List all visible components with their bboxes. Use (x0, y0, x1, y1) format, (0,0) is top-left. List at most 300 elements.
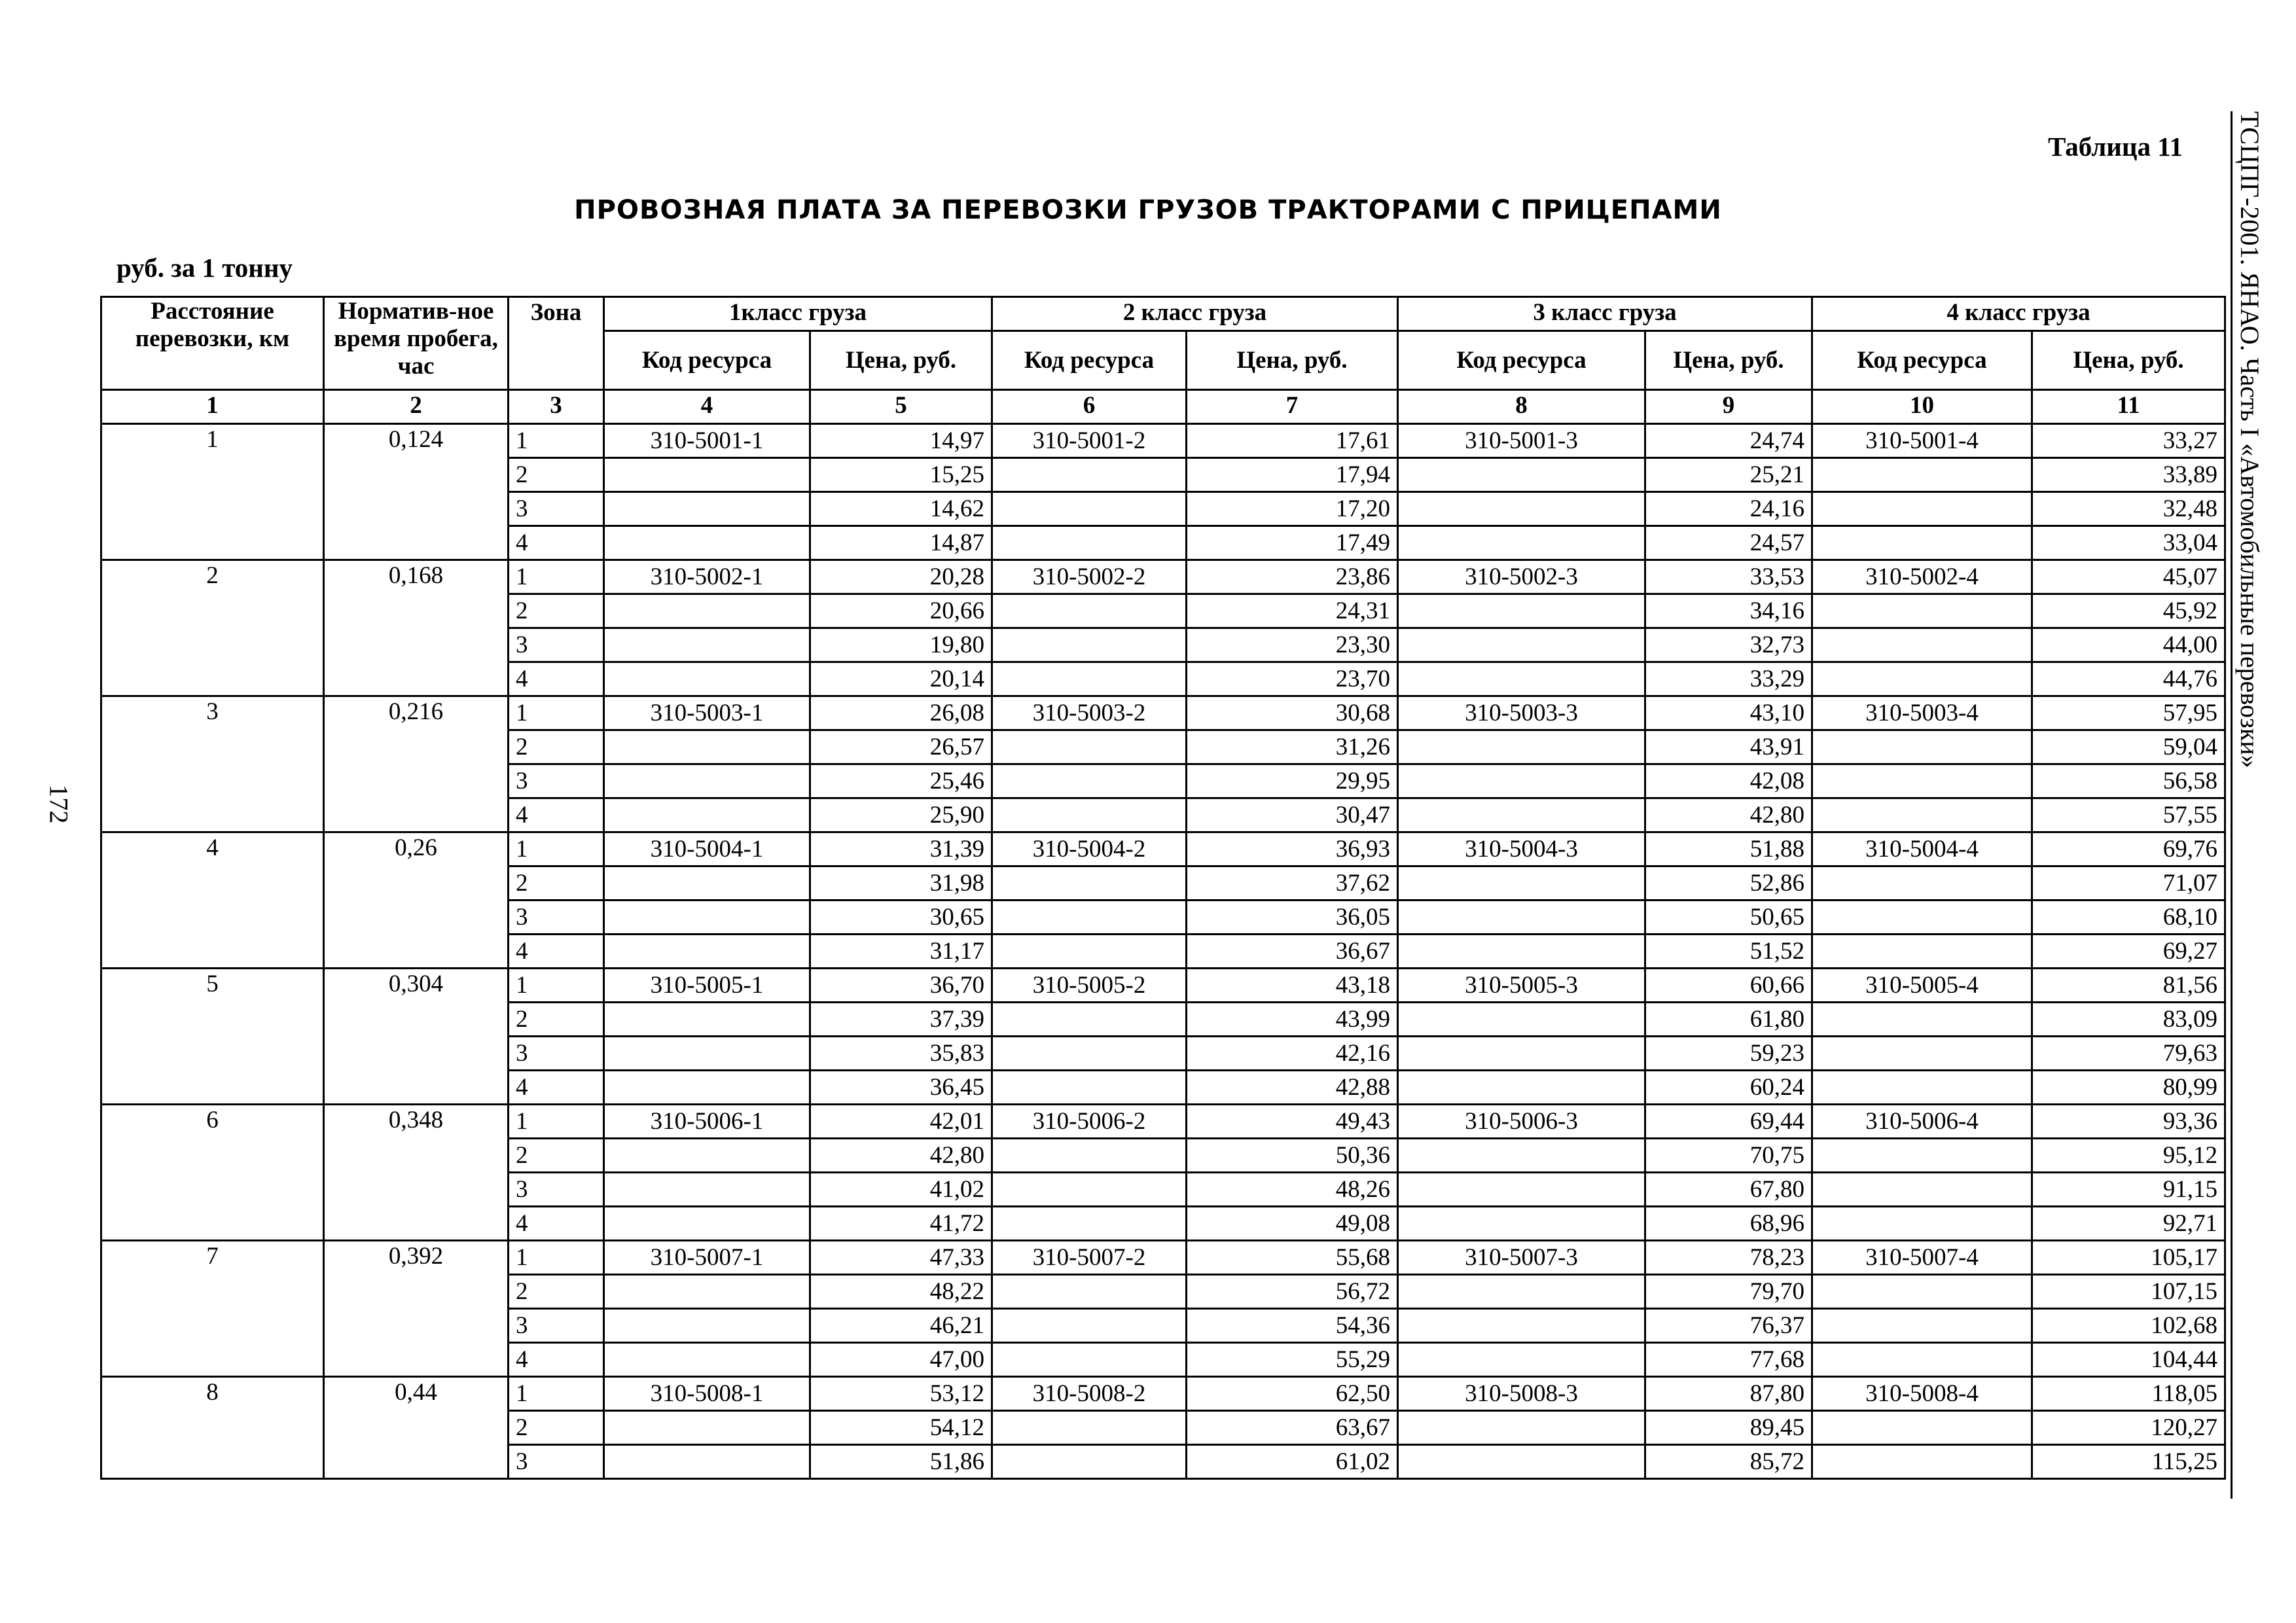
price-cell: 36,45 (810, 1071, 992, 1105)
resource-code-cell (1812, 866, 2032, 901)
table-row (101, 1105, 2225, 1139)
distance-cell: 1 (101, 424, 324, 560)
side-running-header: ТСЦПГ-2001. ЯНАО. Часть I «Автомобильные перевозки» (2235, 111, 2265, 768)
price-cell: 60,66 (1645, 969, 1812, 1003)
price-cell: 24,74 (1645, 424, 1812, 458)
resource-code-cell (992, 1139, 1187, 1173)
price-cell: 61,80 (1645, 1003, 1812, 1037)
page-title: ПРОВОЗНАЯ ПЛАТА ЗА ПЕРЕВОЗКИ ГРУЗОВ ТРАКТОРАМИ С ПРИЦЕПАМИ (574, 195, 1722, 225)
resource-code-cell (1812, 526, 2032, 560)
norm-time-cell: 0,26 (324, 832, 509, 969)
price-cell: 51,86 (810, 1445, 992, 1479)
price-cell: 53,12 (810, 1377, 992, 1411)
resource-code-cell: 310-5007-4 (1812, 1241, 2032, 1275)
table-label: Таблица 11 (2047, 132, 2183, 162)
resource-code-cell: 310-5008-2 (992, 1377, 1187, 1411)
column-number: 6 (992, 390, 1187, 424)
zone-cell: 4 (509, 662, 604, 696)
price-cell: 33,53 (1645, 560, 1812, 594)
zone-cell: 4 (509, 1207, 604, 1241)
price-cell: 24,57 (1645, 526, 1812, 560)
resource-code-cell: 310-5002-4 (1812, 560, 2032, 594)
resource-code-cell (992, 628, 1187, 662)
price-cell: 56,58 (2032, 764, 2225, 798)
resource-code-cell: 310-5005-3 (1398, 969, 1645, 1003)
resource-code-cell (1398, 1003, 1645, 1037)
resource-code-cell: 310-5004-4 (1812, 832, 2032, 866)
header-class-1: 1класс груза (604, 297, 992, 331)
price-cell: 42,88 (1187, 1071, 1398, 1105)
price-cell: 36,05 (1187, 901, 1398, 935)
resource-code-cell (1812, 1207, 2032, 1241)
resource-code-cell: 310-5004-2 (992, 832, 1187, 866)
price-cell: 37,62 (1187, 866, 1398, 901)
price-cell: 69,27 (2032, 935, 2225, 969)
resource-code-cell (1812, 458, 2032, 492)
resource-code-cell: 310-5005-2 (992, 969, 1187, 1003)
price-cell: 26,08 (810, 696, 992, 730)
resource-code-cell: 310-5004-3 (1398, 832, 1645, 866)
distance-cell: 6 (101, 1105, 324, 1241)
price-cell: 50,65 (1645, 901, 1812, 935)
price-cell: 79,70 (1645, 1275, 1812, 1309)
resource-code-cell (604, 1207, 810, 1241)
zone-cell: 2 (509, 1139, 604, 1173)
resource-code-cell (604, 526, 810, 560)
norm-time-cell: 0,216 (324, 696, 509, 832)
resource-code-cell: 310-5008-4 (1812, 1377, 2032, 1411)
resource-code-cell (604, 1309, 810, 1343)
price-cell: 32,48 (2032, 492, 2225, 526)
resource-code-cell (1398, 526, 1645, 560)
price-cell: 31,26 (1187, 730, 1398, 764)
resource-code-cell (1398, 1445, 1645, 1479)
column-number: 5 (810, 390, 992, 424)
resource-code-cell: 310-5002-1 (604, 560, 810, 594)
header-price: Цена, руб. (2032, 331, 2225, 390)
price-cell: 23,30 (1187, 628, 1398, 662)
column-number: 2 (324, 390, 509, 424)
price-cell: 24,31 (1187, 594, 1398, 628)
resource-code-cell (1398, 730, 1645, 764)
resource-code-cell (1398, 1411, 1645, 1445)
resource-code-cell (992, 1037, 1187, 1071)
resource-code-cell (992, 1071, 1187, 1105)
price-cell: 14,87 (810, 526, 992, 560)
price-cell: 44,00 (2032, 628, 2225, 662)
price-cell: 56,72 (1187, 1275, 1398, 1309)
distance-cell: 4 (101, 832, 324, 969)
price-cell: 30,65 (810, 901, 992, 935)
price-cell: 17,94 (1187, 458, 1398, 492)
resource-code-cell: 310-5004-1 (604, 832, 810, 866)
zone-cell: 2 (509, 1411, 604, 1445)
zone-cell: 3 (509, 1037, 604, 1071)
price-cell: 47,33 (810, 1241, 992, 1275)
resource-code-cell: 310-5001-2 (992, 424, 1187, 458)
price-cell: 49,43 (1187, 1105, 1398, 1139)
zone-cell: 2 (509, 594, 604, 628)
price-cell: 23,86 (1187, 560, 1398, 594)
resource-code-cell (1398, 492, 1645, 526)
price-cell: 29,95 (1187, 764, 1398, 798)
price-cell: 25,90 (810, 798, 992, 832)
resource-code-cell (1812, 1275, 2032, 1309)
norm-time-cell: 0,392 (324, 1241, 509, 1377)
zone-cell: 3 (509, 764, 604, 798)
resource-code-cell (604, 1173, 810, 1207)
resource-code-cell (1812, 662, 2032, 696)
table-row (101, 424, 2225, 458)
price-cell: 87,80 (1645, 1377, 1812, 1411)
price-cell: 54,36 (1187, 1309, 1398, 1343)
price-cell: 41,72 (810, 1207, 992, 1241)
resource-code-cell: 310-5008-3 (1398, 1377, 1645, 1411)
price-cell: 31,39 (810, 832, 992, 866)
price-cell: 67,80 (1645, 1173, 1812, 1207)
zone-cell: 2 (509, 866, 604, 901)
price-cell: 59,04 (2032, 730, 2225, 764)
resource-code-cell (604, 594, 810, 628)
price-cell: 71,07 (2032, 866, 2225, 901)
price-cell: 69,44 (1645, 1105, 1812, 1139)
price-cell: 37,39 (810, 1003, 992, 1037)
resource-code-cell (992, 798, 1187, 832)
norm-time-cell: 0,304 (324, 969, 509, 1105)
zone-cell: 2 (509, 1275, 604, 1309)
zone-cell: 1 (509, 1241, 604, 1275)
resource-code-cell (1812, 1411, 2032, 1445)
resource-code-cell (992, 662, 1187, 696)
table-body (101, 424, 2225, 1479)
resource-code-cell (992, 458, 1187, 492)
resource-code-cell (992, 492, 1187, 526)
resource-code-cell (1812, 764, 2032, 798)
resource-code-cell (1812, 492, 2032, 526)
zone-cell: 1 (509, 832, 604, 866)
price-cell: 31,17 (810, 935, 992, 969)
price-cell: 17,49 (1187, 526, 1398, 560)
price-cell: 33,27 (2032, 424, 2225, 458)
resource-code-cell (1398, 935, 1645, 969)
price-cell: 51,88 (1645, 832, 1812, 866)
resource-code-cell (1812, 901, 2032, 935)
price-cell: 43,99 (1187, 1003, 1398, 1037)
resource-code-cell (1812, 1445, 2032, 1479)
resource-code-cell (604, 492, 810, 526)
resource-code-cell (1398, 1275, 1645, 1309)
resource-code-cell (992, 730, 1187, 764)
resource-code-cell (1398, 1207, 1645, 1241)
header-code: Код ресурса (1812, 331, 2032, 390)
price-cell: 19,80 (810, 628, 992, 662)
price-cell: 20,14 (810, 662, 992, 696)
resource-code-cell: 310-5006-2 (992, 1105, 1187, 1139)
price-cell: 50,36 (1187, 1139, 1398, 1173)
price-cell: 59,23 (1645, 1037, 1812, 1071)
resource-code-cell (1812, 1343, 2032, 1377)
resource-code-cell (992, 1207, 1187, 1241)
header-row-1 (101, 297, 2225, 331)
price-cell: 76,37 (1645, 1309, 1812, 1343)
price-cell: 24,16 (1645, 492, 1812, 526)
resource-code-cell (992, 526, 1187, 560)
price-cell: 105,17 (2032, 1241, 2225, 1275)
price-cell: 91,15 (2032, 1173, 2225, 1207)
zone-cell: 1 (509, 696, 604, 730)
price-cell: 33,04 (2032, 526, 2225, 560)
price-cell: 36,67 (1187, 935, 1398, 969)
resource-code-cell (1398, 1071, 1645, 1105)
price-cell: 81,56 (2032, 969, 2225, 1003)
price-cell: 107,15 (2032, 1275, 2225, 1309)
price-cell: 42,80 (1645, 798, 1812, 832)
resource-code-cell (604, 1445, 810, 1479)
resource-code-cell (1398, 1037, 1645, 1071)
price-cell: 36,93 (1187, 832, 1398, 866)
price-cell: 30,47 (1187, 798, 1398, 832)
price-cell: 115,25 (2032, 1445, 2225, 1479)
tariff-table (100, 296, 2226, 1480)
unit-note: руб. за 1 тонну (117, 253, 293, 283)
price-cell: 42,01 (810, 1105, 992, 1139)
column-number: 8 (1398, 390, 1645, 424)
resource-code-cell: 310-5008-1 (604, 1377, 810, 1411)
resource-code-cell: 310-5003-2 (992, 696, 1187, 730)
price-cell: 47,00 (810, 1343, 992, 1377)
resource-code-cell: 310-5003-1 (604, 696, 810, 730)
price-cell: 20,28 (810, 560, 992, 594)
resource-code-cell: 310-5003-3 (1398, 696, 1645, 730)
resource-code-cell (1812, 798, 2032, 832)
price-cell: 62,50 (1187, 1377, 1398, 1411)
header-code: Код ресурса (604, 331, 810, 390)
norm-time-cell: 0,124 (324, 424, 509, 560)
header-distance: Расстояние перевозки, км (101, 297, 324, 390)
table-row (101, 832, 2225, 866)
price-cell: 52,86 (1645, 866, 1812, 901)
header-price: Цена, руб. (810, 331, 992, 390)
distance-cell: 5 (101, 969, 324, 1105)
zone-cell: 3 (509, 901, 604, 935)
price-cell: 95,12 (2032, 1139, 2225, 1173)
price-cell: 57,95 (2032, 696, 2225, 730)
price-cell: 120,27 (2032, 1411, 2225, 1445)
price-cell: 79,63 (2032, 1037, 2225, 1071)
column-number: 10 (1812, 390, 2032, 424)
zone-cell: 2 (509, 458, 604, 492)
resource-code-cell (992, 1275, 1187, 1309)
resource-code-cell (1398, 901, 1645, 935)
resource-code-cell (1812, 1139, 2032, 1173)
price-cell: 118,05 (2032, 1377, 2225, 1411)
resource-code-cell (992, 1173, 1187, 1207)
price-cell: 42,80 (810, 1139, 992, 1173)
price-cell: 46,21 (810, 1309, 992, 1343)
price-cell: 14,97 (810, 424, 992, 458)
column-number: 7 (1187, 390, 1398, 424)
resource-code-cell (1398, 1343, 1645, 1377)
price-cell: 44,76 (2032, 662, 2225, 696)
header-class-2: 2 класс груза (992, 297, 1398, 331)
table-row (101, 560, 2225, 594)
zone-cell: 1 (509, 969, 604, 1003)
distance-cell: 8 (101, 1377, 324, 1479)
price-cell: 45,92 (2032, 594, 2225, 628)
resource-code-cell (1812, 594, 2032, 628)
price-cell: 102,68 (2032, 1309, 2225, 1343)
column-number: 11 (2032, 390, 2225, 424)
resource-code-cell (604, 866, 810, 901)
resource-code-cell (604, 458, 810, 492)
resource-code-cell (1398, 1173, 1645, 1207)
price-cell: 42,08 (1645, 764, 1812, 798)
price-cell: 14,62 (810, 492, 992, 526)
resource-code-cell (604, 1275, 810, 1309)
header-column-numbers (101, 390, 2225, 424)
resource-code-cell (604, 628, 810, 662)
header-price: Цена, руб. (1645, 331, 1812, 390)
table-row (101, 1241, 2225, 1275)
resource-code-cell: 310-5001-1 (604, 424, 810, 458)
table-row (101, 1377, 2225, 1411)
resource-code-cell (992, 1343, 1187, 1377)
resource-code-cell (604, 1071, 810, 1105)
resource-code-cell: 310-5007-1 (604, 1241, 810, 1275)
resource-code-cell: 310-5003-4 (1812, 696, 2032, 730)
zone-cell: 2 (509, 1003, 604, 1037)
resource-code-cell: 310-5007-3 (1398, 1241, 1645, 1275)
resource-code-cell (992, 1445, 1187, 1479)
page-number: 172 (44, 784, 74, 824)
header-code: Код ресурса (1398, 331, 1645, 390)
price-cell: 78,23 (1645, 1241, 1812, 1275)
price-cell: 36,70 (810, 969, 992, 1003)
price-cell: 31,98 (810, 866, 992, 901)
resource-code-cell (1398, 594, 1645, 628)
resource-code-cell (1398, 662, 1645, 696)
zone-cell: 1 (509, 424, 604, 458)
price-cell: 70,75 (1645, 1139, 1812, 1173)
price-cell: 61,02 (1187, 1445, 1398, 1479)
zone-cell: 4 (509, 798, 604, 832)
resource-code-cell (1398, 798, 1645, 832)
resource-code-cell (604, 798, 810, 832)
price-cell: 54,12 (810, 1411, 992, 1445)
table-row (101, 969, 2225, 1003)
resource-code-cell (992, 594, 1187, 628)
zone-cell: 4 (509, 526, 604, 560)
zone-cell: 2 (509, 730, 604, 764)
resource-code-cell: 310-5005-1 (604, 969, 810, 1003)
resource-code-cell: 310-5006-1 (604, 1105, 810, 1139)
resource-code-cell (604, 764, 810, 798)
price-cell: 69,76 (2032, 832, 2225, 866)
resource-code-cell (992, 764, 1187, 798)
resource-code-cell (1398, 866, 1645, 901)
price-cell: 57,55 (2032, 798, 2225, 832)
column-number: 9 (1645, 390, 1812, 424)
price-cell: 30,68 (1187, 696, 1398, 730)
resource-code-cell (1812, 1071, 2032, 1105)
resource-code-cell (604, 1139, 810, 1173)
column-number: 4 (604, 390, 810, 424)
price-cell: 20,66 (810, 594, 992, 628)
norm-time-cell: 0,44 (324, 1377, 509, 1479)
distance-cell: 3 (101, 696, 324, 832)
price-cell: 55,68 (1187, 1241, 1398, 1275)
price-cell: 33,89 (2032, 458, 2225, 492)
column-number: 1 (101, 390, 324, 424)
zone-cell: 1 (509, 1377, 604, 1411)
price-cell: 34,16 (1645, 594, 1812, 628)
price-cell: 32,73 (1645, 628, 1812, 662)
price-cell: 55,29 (1187, 1343, 1398, 1377)
resource-code-cell (1398, 1139, 1645, 1173)
resource-code-cell: 310-5006-3 (1398, 1105, 1645, 1139)
resource-code-cell: 310-5006-4 (1812, 1105, 2032, 1139)
price-cell: 68,96 (1645, 1207, 1812, 1241)
norm-time-cell: 0,348 (324, 1105, 509, 1241)
zone-cell: 4 (509, 1343, 604, 1377)
price-cell: 92,71 (2032, 1207, 2225, 1241)
resource-code-cell (992, 1003, 1187, 1037)
price-cell: 80,99 (2032, 1071, 2225, 1105)
resource-code-cell (1812, 1037, 2032, 1071)
resource-code-cell (604, 730, 810, 764)
header-price: Цена, руб. (1187, 331, 1398, 390)
price-cell: 83,09 (2032, 1003, 2225, 1037)
price-cell: 17,61 (1187, 424, 1398, 458)
price-cell: 85,72 (1645, 1445, 1812, 1479)
resource-code-cell (992, 1411, 1187, 1445)
resource-code-cell (1812, 628, 2032, 662)
resource-code-cell (1398, 764, 1645, 798)
zone-cell: 3 (509, 1445, 604, 1479)
header-zone: Зона (509, 297, 604, 390)
price-cell: 35,83 (810, 1037, 992, 1071)
header-class-3: 3 класс груза (1398, 297, 1812, 331)
resource-code-cell: 310-5007-2 (992, 1241, 1187, 1275)
resource-code-cell (604, 1037, 810, 1071)
resource-code-cell (1398, 458, 1645, 492)
price-cell: 45,07 (2032, 560, 2225, 594)
header-class-4: 4 класс груза (1812, 297, 2225, 331)
price-cell: 63,67 (1187, 1411, 1398, 1445)
resource-code-cell (604, 901, 810, 935)
price-cell: 60,24 (1645, 1071, 1812, 1105)
resource-code-cell: 310-5001-4 (1812, 424, 2032, 458)
price-cell: 26,57 (810, 730, 992, 764)
zone-cell: 4 (509, 935, 604, 969)
distance-cell: 2 (101, 560, 324, 696)
zone-cell: 3 (509, 492, 604, 526)
price-cell: 51,52 (1645, 935, 1812, 969)
zone-cell: 4 (509, 1071, 604, 1105)
price-cell: 104,44 (2032, 1343, 2225, 1377)
resource-code-cell (1812, 1309, 2032, 1343)
zone-cell: 1 (509, 560, 604, 594)
resource-code-cell: 310-5005-4 (1812, 969, 2032, 1003)
price-cell: 41,02 (810, 1173, 992, 1207)
resource-code-cell: 310-5001-3 (1398, 424, 1645, 458)
price-cell: 42,16 (1187, 1037, 1398, 1071)
resource-code-cell (604, 662, 810, 696)
resource-code-cell (1812, 730, 2032, 764)
resource-code-cell (1812, 1173, 2032, 1207)
resource-code-cell (992, 866, 1187, 901)
resource-code-cell: 310-5002-3 (1398, 560, 1645, 594)
